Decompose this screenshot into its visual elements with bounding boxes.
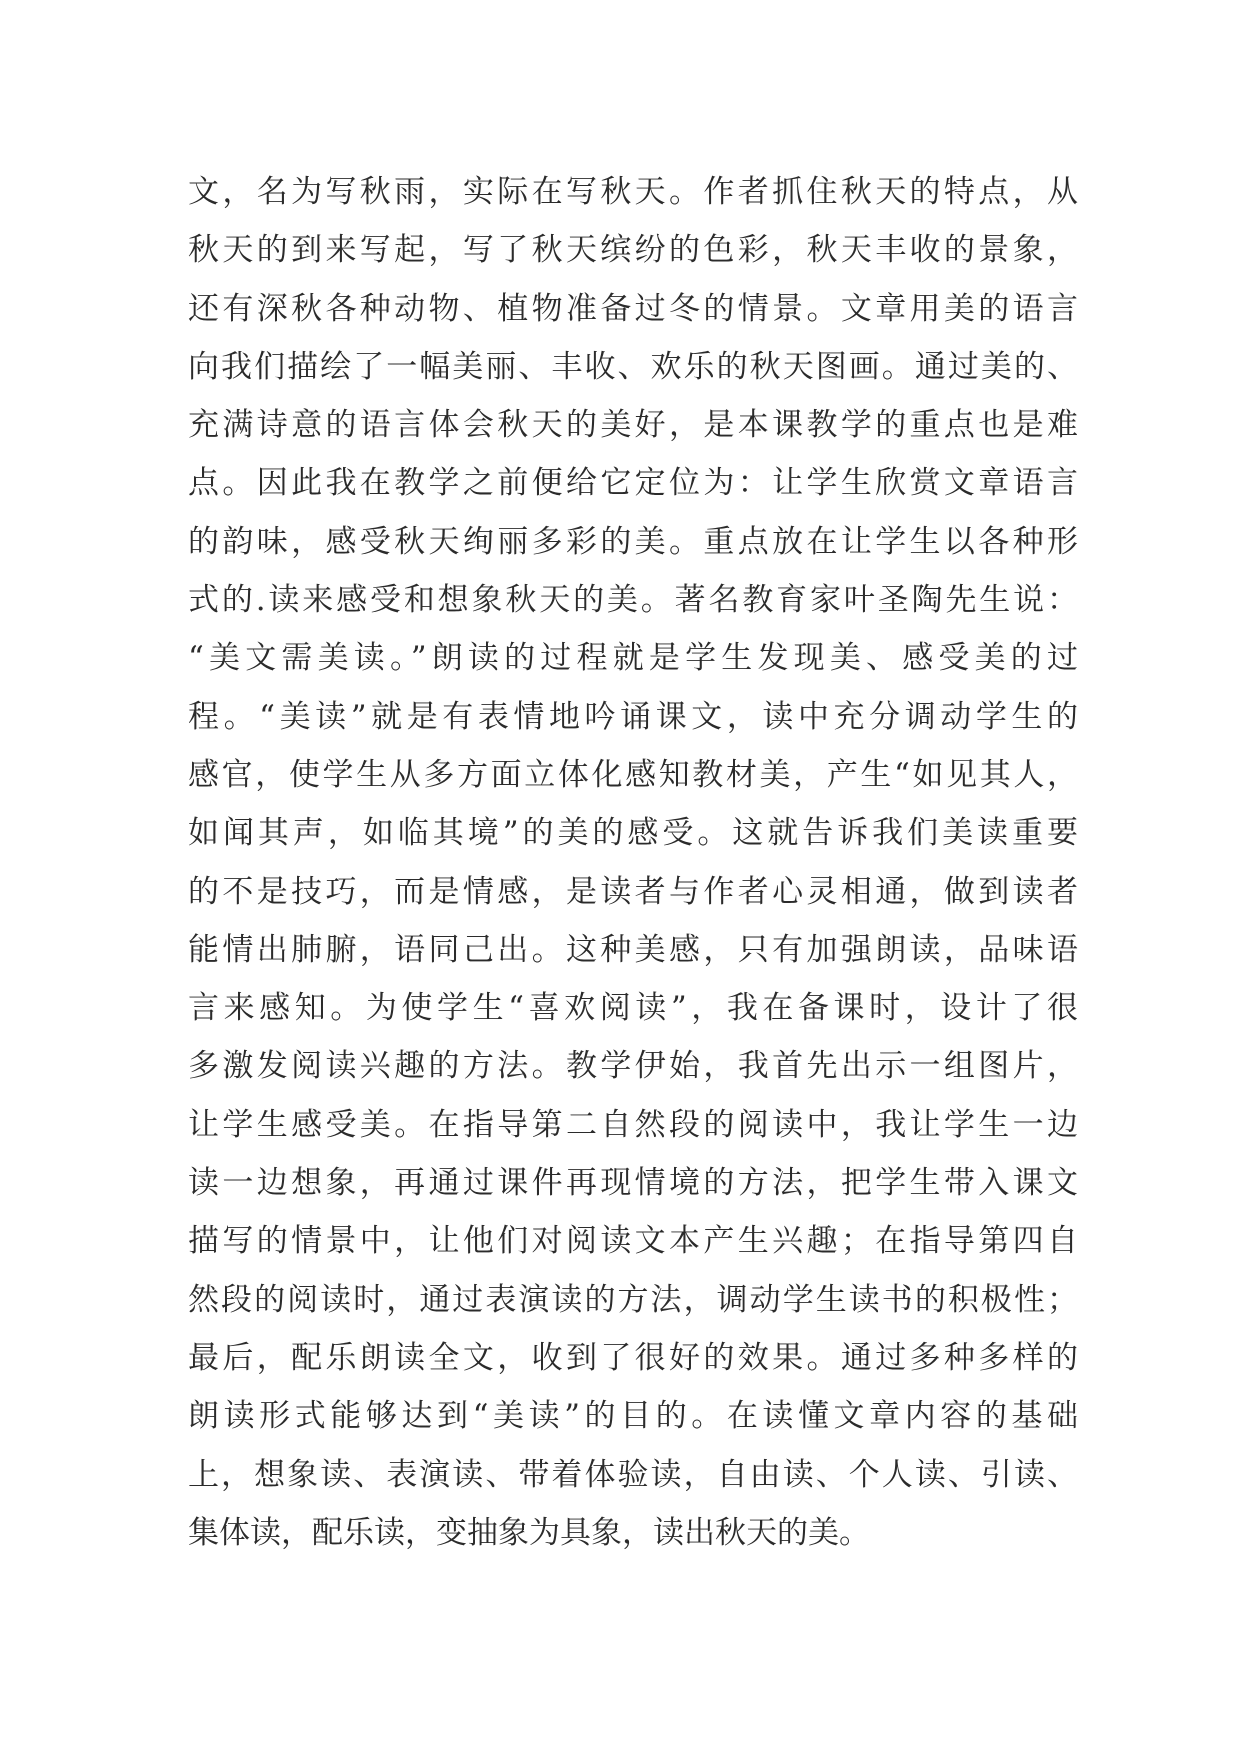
text-line-19: 描写的情景中，让他们对阅读文本产生兴趣；在指导第四自: [188, 1223, 1078, 1260]
text-line-18: 读一边想象，再通过课件再现情境的方法，把学生带入课文: [188, 1165, 1078, 1202]
text-line-23: 上，想象读、表演读、带着体验读，自由读、个人读、引读、: [188, 1456, 1078, 1493]
text-line-11: 感官，使学生从多方面立体化感知教材美，产生“如见其人，: [188, 756, 1078, 793]
text-line-12: 如闻其声，如临其境”的美的感受。这就告诉我们美读重要: [188, 815, 1078, 852]
text-line-13: 的不是技巧，而是情感，是读者与作者心灵相通，做到读者: [188, 873, 1078, 910]
text-line-5: 充满诗意的语言体会秋天的美好，是本课教学的重点也是难: [188, 407, 1078, 444]
text-line-14: 能情出肺腑，语同己出。这种美感，只有加强朗读，品味语: [188, 931, 1078, 968]
text-line-8: 式的.读来感受和想象秋天的美。著名教育家叶圣陶先生说：: [188, 582, 1078, 619]
text-line-10: 程。“美读”就是有表情地吟诵课文，读中充分调动学生的: [188, 698, 1078, 735]
text-line-6: 点。因此我在教学之前便给它定位为：让学生欣赏文章语言: [188, 465, 1078, 502]
text-line-3: 还有深秋各种动物、植物准备过冬的情景。文章用美的语言: [188, 290, 1078, 327]
text-line-21: 最后，配乐朗读全文，收到了很好的效果。通过多种多样的: [188, 1339, 1078, 1376]
text-line-20: 然段的阅读时，通过表演读的方法，调动学生读书的积极性；: [188, 1281, 1078, 1318]
body-text: [188, 163, 1078, 1562]
text-line-9: “美文需美读。”朗读的过程就是学生发现美、感受美的过: [188, 640, 1078, 677]
text-line-17: 让学生感受美。在指导第二自然段的阅读中，我让学生一边: [188, 1106, 1078, 1143]
text-line-7: 的韵味，感受秋天绚丽多彩的美。重点放在让学生以各种形: [188, 523, 1078, 560]
text-line-16: 多激发阅读兴趣的方法。教学伊始，我首先出示一组图片，: [188, 1048, 1078, 1085]
text-line-2: 秋天的到来写起，写了秋天缤纷的色彩，秋天丰收的景象，: [188, 232, 1078, 269]
text-line-24: 集体读，配乐读，变抽象为具象，读出秋天的美。: [188, 1514, 870, 1551]
text-line-15: 言来感知。为使学生“喜欢阅读”，我在备课时，设计了很: [188, 990, 1078, 1027]
text-line-22: 朗读形式能够达到“美读”的目的。在读懂文章内容的基础: [188, 1398, 1078, 1435]
text-line-4: 向我们描绘了一幅美丽、丰收、欢乐的秋天图画。通过美的、: [188, 348, 1078, 385]
text-line-1: 文，名为写秋雨，实际在写秋天。作者抓住秋天的特点，从: [188, 174, 1078, 210]
